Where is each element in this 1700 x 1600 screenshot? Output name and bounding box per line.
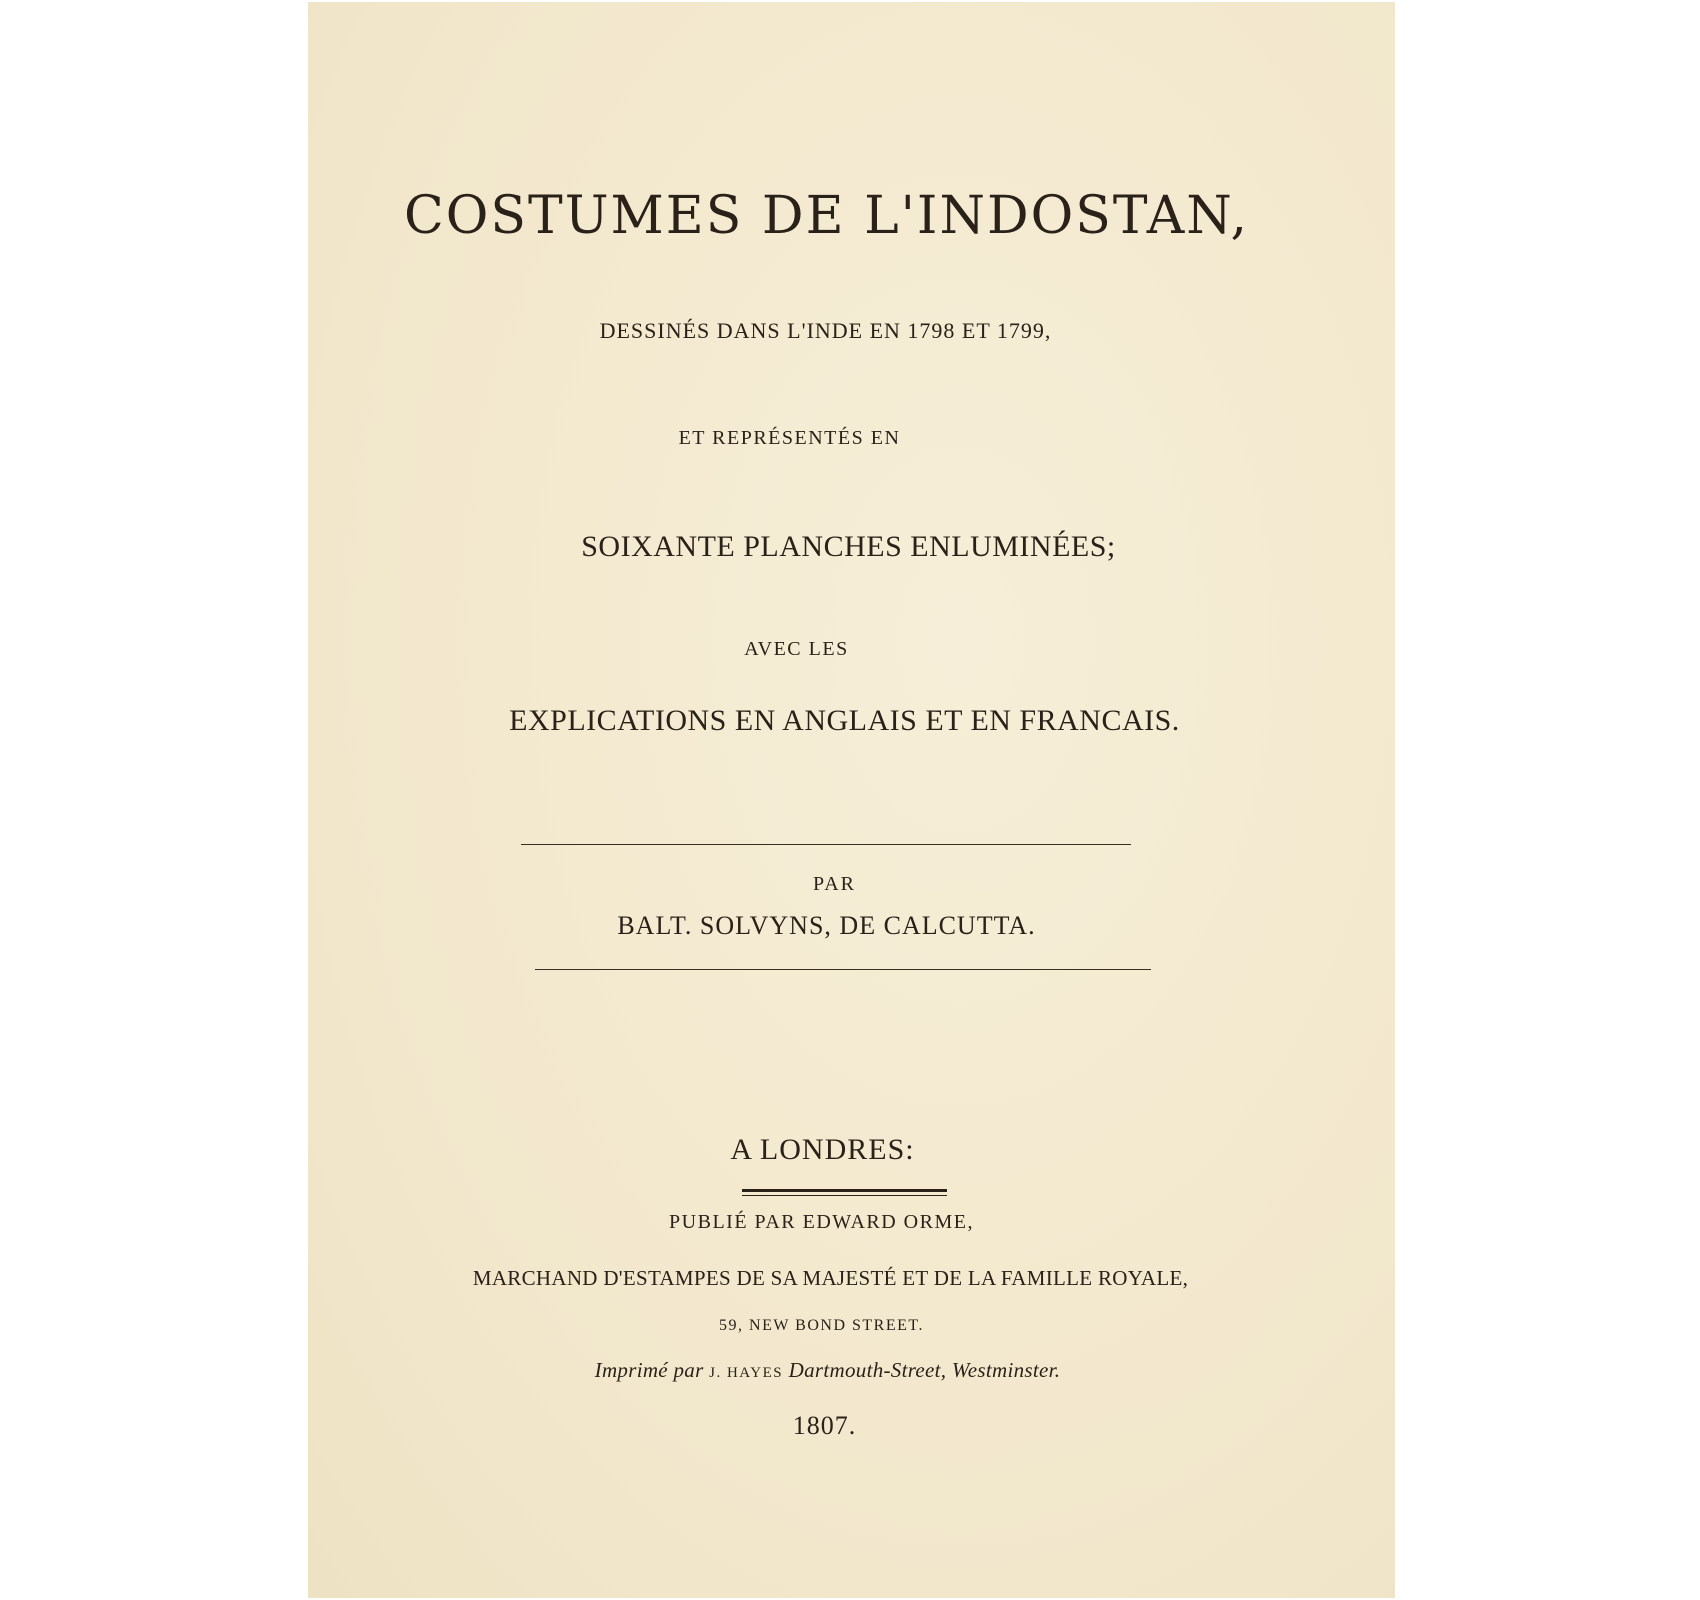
subtitle-drawn-in-india: DESSINÉS DANS L'INDE EN 1798 ET 1799, bbox=[599, 318, 1052, 343]
by-label: PAR bbox=[812, 873, 857, 895]
subtitle-represented-in: ET REPRÉSENTÉS EN bbox=[678, 427, 901, 449]
author-name: BALT. SOLVYNS, DE CALCUTTA. bbox=[617, 911, 1036, 940]
book-title: COSTUMES DE L'INDOSTAN, bbox=[404, 186, 1249, 246]
double-rule-thick bbox=[742, 1189, 947, 1192]
printer-line bbox=[284, 1360, 1371, 1381]
printer-prefix: Imprimé par bbox=[594, 1358, 704, 1382]
double-rule-thin bbox=[742, 1195, 947, 1196]
divider-rule-bottom bbox=[535, 969, 1151, 970]
publication-year: 1807. bbox=[792, 1411, 857, 1440]
printer-address: Dartmouth-Street, Westminster. bbox=[788, 1358, 1061, 1382]
printer-name: J. HAYES bbox=[709, 1365, 784, 1381]
publisher-address-line: 59, NEW BOND STREET. bbox=[719, 1317, 924, 1334]
subtitle-with-the: AVEC LES bbox=[744, 638, 849, 660]
subtitle-explanations: EXPLICATIONS EN ANGLAIS ET EN FRANCAIS. bbox=[509, 704, 1180, 737]
title-page bbox=[308, 2, 1395, 1598]
publisher-title-line: MARCHAND D'ESTAMPES DE SA MAJESTÉ ET DE LA FAMILLE ROYALE, bbox=[472, 1266, 1189, 1290]
publisher-line: PUBLIÉ PAR EDWARD ORME, bbox=[669, 1211, 974, 1233]
subtitle-sixty-plates: SOIXANTE PLANCHES ENLUMINÉES; bbox=[581, 530, 1116, 563]
imprint-city: A LONDRES: bbox=[730, 1133, 915, 1166]
divider-rule-top bbox=[521, 844, 1131, 845]
